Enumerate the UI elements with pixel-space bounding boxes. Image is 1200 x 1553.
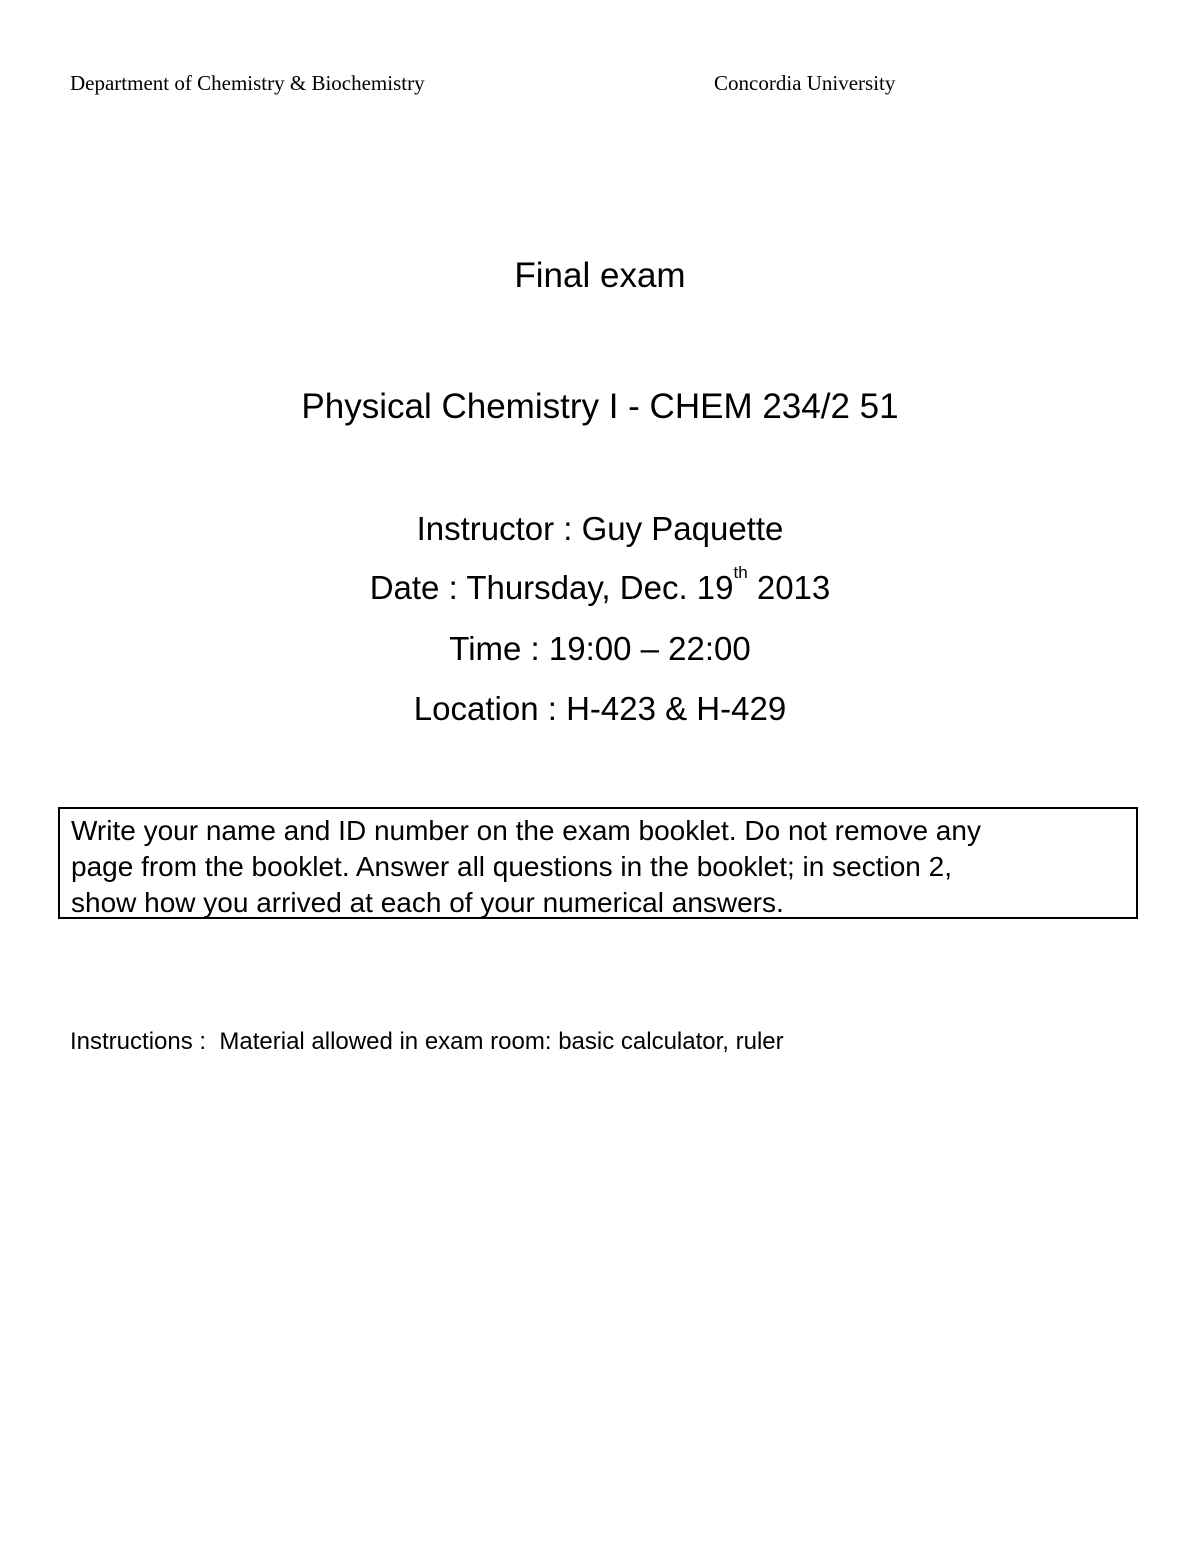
university-header: Concordia University bbox=[714, 71, 896, 95]
date-year: 2013 bbox=[747, 569, 831, 606]
date-ordinal-suffix: th bbox=[733, 563, 748, 582]
instructor-line: Instructor : Guy Paquette bbox=[416, 510, 784, 547]
instructions-text: Instructions : Material allowed in exam room: basic calculator, ruler bbox=[70, 1028, 784, 1055]
notice-line-1: Write your name and ID number on the exam booklet. Do not remove any bbox=[71, 815, 981, 846]
date-line bbox=[0, 563, 1200, 608]
date-text: Date : Thursday, Dec. 19 bbox=[369, 569, 734, 606]
notice-line-3: show how you arrived at each of your numerical answers. bbox=[71, 887, 784, 918]
time-line: Time : 19:00 – 22:00 bbox=[449, 630, 751, 667]
notice-box bbox=[58, 807, 1138, 919]
exam-title: Final exam bbox=[514, 256, 686, 295]
course-title: Physical Chemistry I - CHEM 234/2 51 bbox=[301, 387, 899, 426]
department-header: Department of Chemistry & Biochemistry bbox=[70, 71, 425, 95]
notice-line-2: page from the booklet. Answer all questions in the booklet; in section 2, bbox=[71, 851, 952, 882]
location-line: Location : H-423 & H-429 bbox=[413, 690, 787, 727]
